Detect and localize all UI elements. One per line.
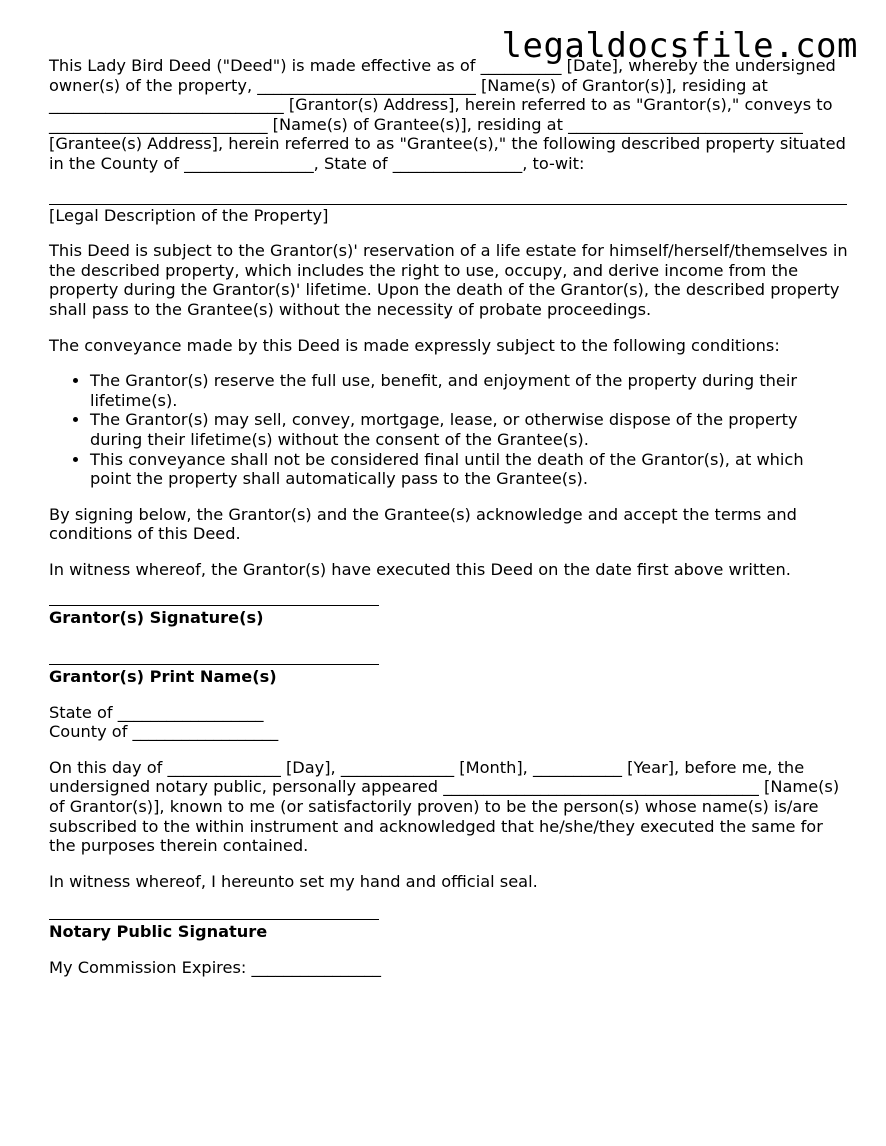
grantor-print-name-line[interactable]: [49, 664, 379, 665]
grantor-print-name-block: [49, 664, 849, 687]
condition-item: • The Grantor(s) reserve the full use, benefit, and enjoyment of the property during their lifetime(s).: [90, 371, 849, 410]
condition-item: • This conveyance shall not be considered final until the death of the Grantor(s), at which point the property shall automatically pass to the Grantee(s).: [90, 450, 849, 489]
intro-paragraph: This Lady Bird Deed ("Deed") is made effective as of __________ [Date], whereby the undersigned owner(s) of the property, ___________________________ [Name(s) of Grantor(s)], residing at _____________________________ [Grantor(s) Address], herein referred to as "Grantor(s)," conveys to ___________________________ [Name(s) of Grantee(s)], residing at _____________________________ [Grantee(s) Address], herein referred to as "Grantee(s)," the following described property situated in the County of ________________, State of ________________, to-wit:: [49, 56, 846, 173]
state-line: State of __________________: [49, 702, 264, 722]
county-line: County of __________________: [49, 722, 279, 742]
legal-description-label: [Legal Description of the Property]: [49, 205, 329, 225]
watermark-logo: legaldocsfile.com: [501, 26, 858, 66]
conditions-intro: The conveyance made by this Deed is made expressly subject to the following conditions:: [49, 335, 780, 355]
commission-expires-line: My Commission Expires: ________________: [49, 958, 381, 977]
deed-document: [49, 56, 849, 978]
conditions-list: [49, 371, 849, 489]
notary-signature-line[interactable]: [49, 919, 379, 920]
state-county-block: [49, 703, 849, 742]
notary-witness-paragraph: In witness whereof, I hereunto set my hand and official seal.: [49, 871, 538, 891]
grantor-signature-line[interactable]: [49, 605, 379, 606]
acknowledge-paragraph: By signing below, the Grantor(s) and the Grantee(s) acknowledge and accept the terms and conditions of this Deed.: [49, 504, 797, 544]
grantor-print-name-label: Grantor(s) Print Name(s): [49, 667, 277, 687]
condition-item: • The Grantor(s) may sell, convey, mortgage, lease, or otherwise dispose of the property during their lifetime(s) without the consent of the Grantee(s).: [90, 410, 849, 449]
grantor-signature-block: [49, 605, 849, 628]
witness-paragraph: In witness whereof, the Grantor(s) have executed this Deed on the date first above written.: [49, 559, 791, 579]
notary-signature-block: [49, 919, 849, 942]
notary-paragraph: On this day of ______________ [Day], ______________ [Month], ___________ [Year], before me, the undersigned notary public, personally appeared _______________________________________ [Name(s) of Grantor(s)], known to me (or satisfactorily proven) to be the person(s) whose name(s) is/are subscribed to the within instrument and acknowledged that he/she/they executed the same for the purposes therein contained.: [49, 757, 840, 856]
life-estate-paragraph: This Deed is subject to the Grantor(s)' reservation of a life estate for himself/herself/themselves in the described property, which includes the right to use, occupy, and derive income from the property during the Grantor(s)' lifetime. Upon the death of the Grantor(s), the described property shall pass to the Grantee(s) without the necessity of probate proceedings.: [49, 241, 848, 319]
grantor-signature-label: Grantor(s) Signature(s): [49, 608, 264, 628]
notary-signature-label: Notary Public Signature: [49, 922, 268, 942]
legal-description-blank-line: [49, 204, 847, 205]
